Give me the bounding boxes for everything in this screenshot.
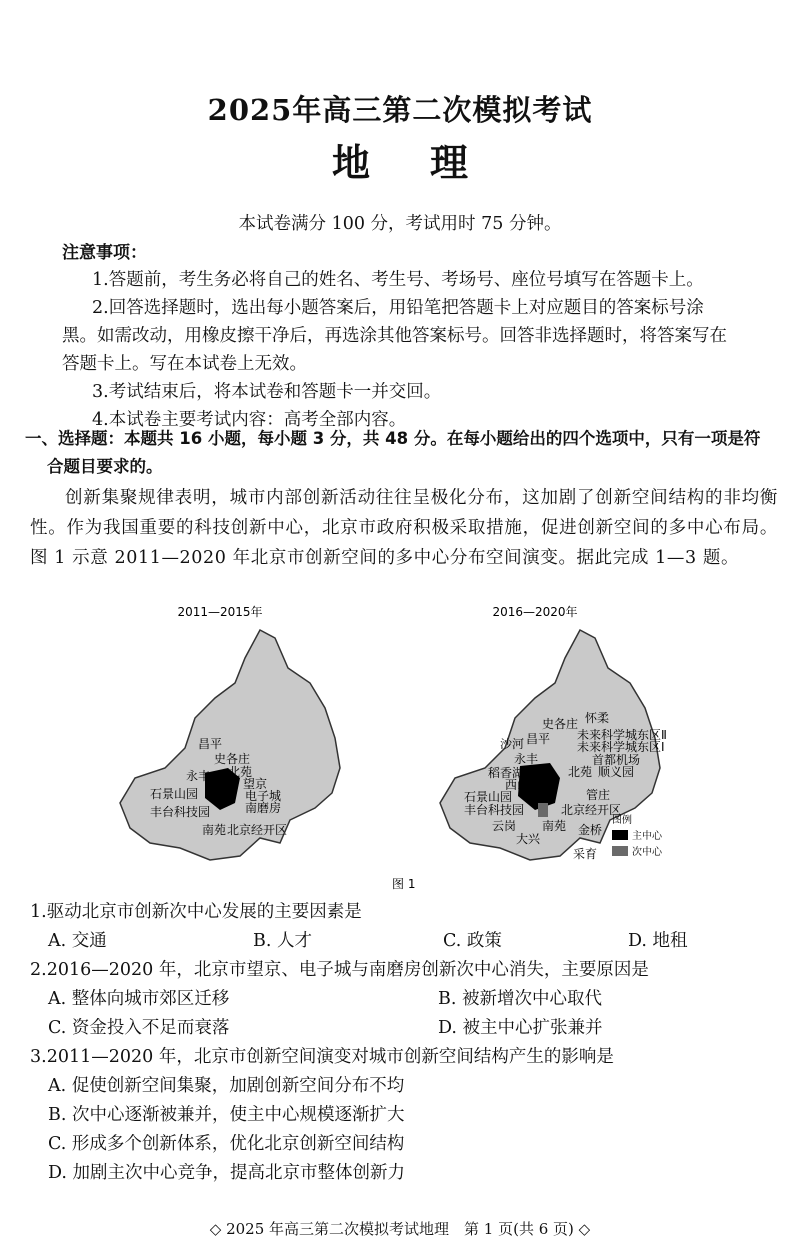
map-label: 南苑	[202, 823, 227, 837]
map-label: 北京经开区	[227, 823, 288, 837]
option[interactable]: A. 交通	[48, 931, 107, 951]
exam-title: 2025年高三第二次模拟考试	[207, 93, 593, 127]
map-label: 昌平	[198, 737, 223, 751]
exam-info: 本试卷满分 100 分，考试用时 75 分钟。	[238, 214, 562, 234]
question-stem: 3.2011—2020 年，北京市创新空间演变对城市创新空间结构产生的影响是	[30, 1047, 614, 1067]
passage: 创新集聚规律表明，城市内部创新活动往往呈极化分布，这加剧了创新空间结构的非均衡性。作为我国重要的科技创新中心，北京市政府积极采取措施，促进创新空间的多中心布局。图 1 示意 2011—2020 年北京市创新空间的多中心分布空间演变。据此完成 1—3 题。	[30, 488, 778, 568]
map2-title: 2016—2020年	[492, 605, 578, 619]
map-label: 石景山园	[150, 787, 199, 801]
map-label: 史各庄	[542, 717, 579, 731]
map-label: 北京经开区	[561, 803, 622, 817]
map-label: 未来科学城东区Ⅱ	[577, 728, 667, 742]
option[interactable]: A. 促使创新空间集聚，加剧创新空间分布不均	[48, 1076, 405, 1096]
legend-sub-label: 次中心	[632, 847, 662, 858]
note-item: 4.本试卷主要考试内容：高考全部内容。	[92, 410, 407, 430]
map-label: 沙河	[500, 737, 525, 751]
subject-char: 地	[331, 140, 370, 185]
option[interactable]: B. 人才	[253, 931, 312, 951]
note-item: 2.回答选择题时，选出每小题答案后，用铅笔把答题卡上对应题目的答案标号涂	[92, 298, 704, 318]
question-1	[30, 898, 780, 956]
option[interactable]: C. 形成多个创新体系，优化北京创新空间结构	[48, 1134, 405, 1154]
map-label: 首都机场	[592, 753, 641, 767]
map-label: 电子城	[245, 789, 282, 803]
option[interactable]: C. 政策	[443, 931, 502, 951]
option[interactable]: C. 资金投入不足而衰落	[48, 1018, 230, 1038]
figure-1-maps	[110, 598, 690, 898]
map-legend	[612, 813, 663, 858]
map-label: 未来科学城东区Ⅰ	[577, 740, 665, 754]
note-item: 答题卡上。写在本试卷上无效。	[62, 354, 307, 374]
map-label: 顺义园	[598, 765, 635, 779]
map-label: 丰台科技园	[464, 803, 525, 817]
option[interactable]: D. 加剧主次中心竞争，提高北京市整体创新力	[48, 1163, 406, 1183]
figure-caption: 图 1	[392, 877, 416, 891]
map-label: 稻香湖	[488, 766, 525, 780]
option[interactable]: D. 被主中心扩张兼并	[438, 1018, 603, 1038]
legend-main-label: 主中心	[632, 831, 662, 842]
subject-char: 理	[430, 140, 469, 185]
sub-center	[538, 803, 548, 817]
question-stem: 1.驱动北京市创新次中心发展的主要因素是	[30, 902, 362, 922]
map-label: 采育	[573, 847, 598, 861]
map-label: 管庄	[586, 788, 611, 802]
map-label: 怀柔	[585, 711, 610, 725]
map-label: 南磨房	[245, 801, 282, 815]
map-label: 西山	[505, 778, 530, 792]
legend-main-swatch	[612, 830, 628, 840]
question-2	[30, 956, 780, 1043]
question-3	[30, 1043, 780, 1188]
legend-title: 图例	[612, 815, 632, 826]
option[interactable]: D. 地租	[628, 931, 688, 951]
map-label: 望京	[243, 777, 268, 791]
map-label: 大兴	[516, 832, 541, 846]
page-footer: ◇ 2025 年高三第二次模拟考试地理 第 1 页(共 6 页) ◇	[209, 1220, 591, 1238]
map-label: 丰台科技园	[150, 805, 211, 819]
section-heading-line: 合题目要求的。	[47, 457, 163, 476]
map-label: 北苑	[228, 765, 253, 779]
map-label: 南苑	[542, 819, 567, 833]
option[interactable]: B. 被新增次中心取代	[438, 989, 602, 1009]
map-label: 金桥	[578, 823, 603, 837]
map-label: 永丰	[186, 769, 211, 783]
option[interactable]: B. 次中心逐渐被兼并，使主中心规模逐渐扩大	[48, 1105, 405, 1125]
note-item: 3.考试结束后，将本试卷和答题卡一并交回。	[92, 382, 442, 402]
question-stem: 2.2016—2020 年，北京市望京、电子城与南磨房创新次中心消失，主要原因是	[30, 960, 649, 980]
map-label: 永丰	[514, 752, 539, 766]
section-heading-line: 一、选择题：本题共 16 小题，每小题 3 分，共 48 分。在每小题给出的四个选项中，只有一项是符	[25, 429, 761, 448]
option[interactable]: A. 整体向城市郊区迁移	[48, 989, 230, 1009]
map-label: 石景山园	[464, 790, 513, 804]
map-label: 史各庄	[214, 752, 251, 766]
note-item: 黑。如需改动，用橡皮擦干净后，再选涂其他答案标号。回答非选择题时，将答案写在	[62, 326, 727, 346]
section-heading	[25, 425, 785, 481]
map-label: 昌平	[526, 732, 551, 746]
notes-heading: 注意事项：	[62, 243, 147, 263]
note-item: 1.答题前，考生务必将自己的姓名、考生号、考场号、座位号填写在答题卡上。	[92, 270, 704, 290]
map-label: 云岗	[492, 819, 517, 833]
map-label: 北苑	[568, 765, 593, 779]
legend-sub-swatch	[612, 846, 628, 856]
subject-title	[0, 132, 800, 187]
map1-title: 2011—2015年	[177, 605, 263, 619]
